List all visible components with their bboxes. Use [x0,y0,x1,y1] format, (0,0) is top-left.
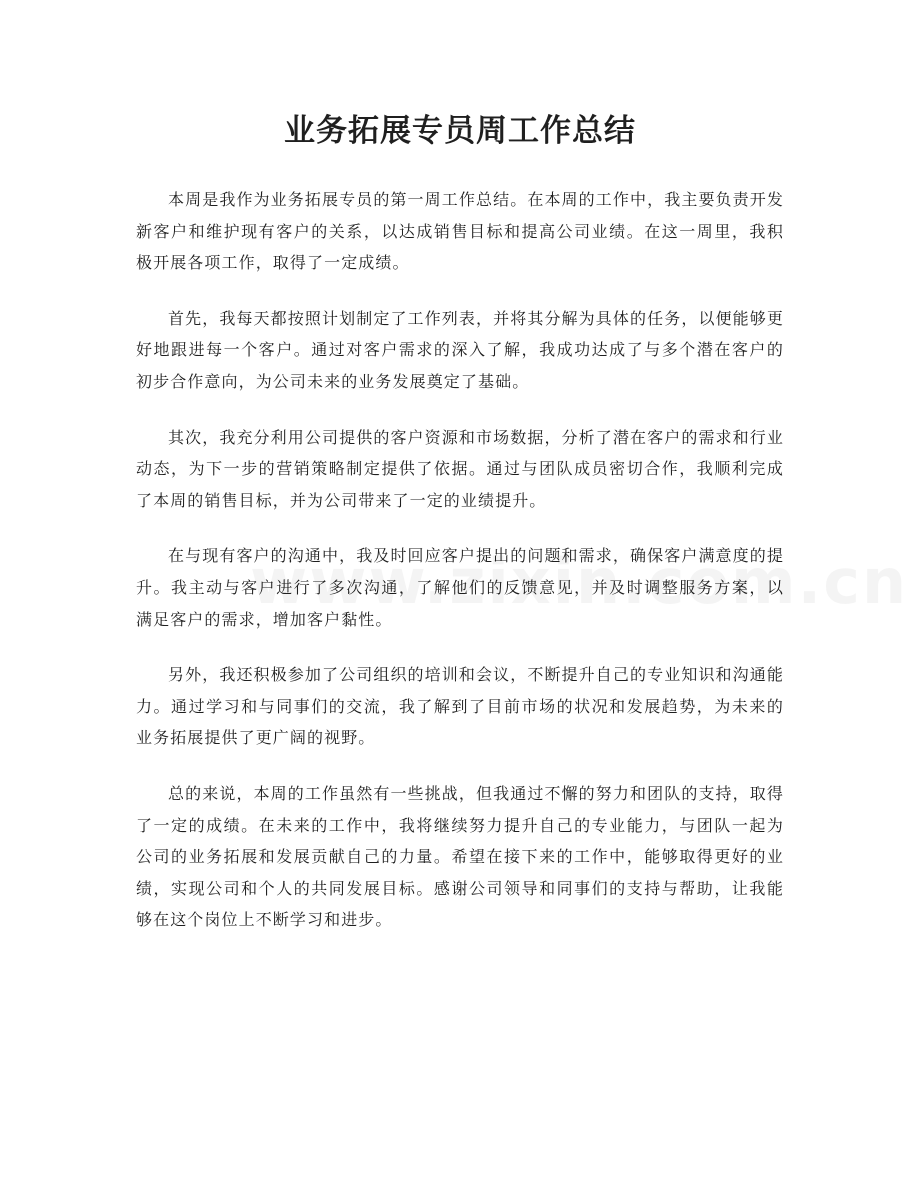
paragraph-6: 总的来说，本周的工作虽然有一些挑战，但我通过不懈的努力和团队的支持，取得了一定的成绩。在未来的工作中，我将继续努力提升自己的专业能力，与团队一起为公司的业务拓展和发展贡献自己的力量。希望在接下来的工作中，能够取得更好的业绩，实现公司和个人的共同发展目标。感谢公司领导和同事们的支持与帮助，让我能够在这个岗位上不断学习和进步。 [136,783,784,930]
paragraph-2: 首先，我每天都按照计划制定了工作列表，并将其分解为具体的任务，以便能够更好地跟进每一个客户。通过对客户需求的深入了解，我成功达成了与多个潜在客户的初步合作意向，为公司未来的业务发展奠定了基础。 [136,308,784,391]
paragraph-1: 本周是我作为业务拓展专员的第一周工作总结。在本周的工作中，我主要负责开发新客户和维护现有客户的关系，以达成销售目标和提高公司业绩。在这一周里，我积极开展各项工作，取得了一定成绩。 [136,190,784,273]
paragraph-5: 另外，我还积极参加了公司组织的培训和会议，不断提升自己的专业知识和沟通能力。通过学习和与同事们的交流，我了解到了目前市场的状况和发展趋势，为未来的业务拓展提供了更广阔的视野。 [136,665,784,748]
paragraph-4: 在与现有客户的沟通中，我及时回应客户提出的问题和需求，确保客户满意度的提升。我主动与客户进行了多次沟通，了解他们的反馈意见，并及时调整服务方案，以满足客户的需求，增加客户黏性。 [136,546,784,629]
document-title: 业务拓展专员周工作总结 [284,113,636,149]
document-body [136,184,784,960]
paragraph-3: 其次，我充分利用公司提供的客户资源和市场数据，分析了潜在客户的需求和行业动态，为下一步的营销策略制定提供了依据。通过与团队成员密切合作，我顺利完成了本周的销售目标，并为公司带来了一定的业绩提升。 [136,427,784,510]
